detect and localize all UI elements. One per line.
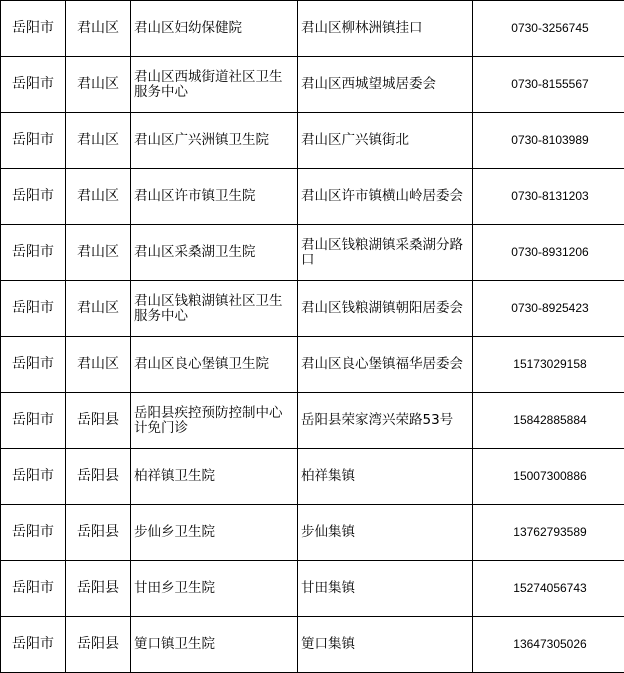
address-cell-text: 君山区良心堡镇福华居委会 (301, 357, 469, 372)
city-cell (1, 225, 66, 281)
phone-cell (473, 225, 624, 281)
clinic-name-cell-text: 筻口镇卫生院 (134, 637, 294, 652)
table-body (1, 1, 624, 673)
address-cell (298, 57, 473, 113)
clinic-name-cell (131, 505, 298, 561)
phone-cell-text: 13762793589 (476, 525, 624, 540)
city-cell-text: 岳阳市 (4, 133, 62, 148)
district-cell-text: 岳阳县 (69, 525, 127, 540)
clinic-name-cell-text: 甘田乡卫生院 (134, 581, 294, 596)
phone-cell-text: 15007300886 (476, 469, 624, 484)
clinic-name-cell-text: 岳阳县疾控预防控制中心计免门诊 (134, 406, 294, 436)
district-cell-text: 君山区 (69, 77, 127, 92)
phone-cell-text: 15842885884 (476, 413, 624, 428)
district-cell (66, 113, 131, 169)
address-cell-text: 君山区西城望城居委会 (301, 77, 469, 92)
phone-cell (473, 561, 624, 617)
district-cell (66, 449, 131, 505)
city-cell (1, 337, 66, 393)
clinic-name-cell (131, 113, 298, 169)
city-cell (1, 393, 66, 449)
phone-cell (473, 113, 624, 169)
address-cell (298, 281, 473, 337)
address-cell (298, 561, 473, 617)
clinic-name-cell-text: 君山区西城街道社区卫生服务中心 (134, 70, 294, 100)
city-cell-text: 岳阳市 (4, 525, 62, 540)
address-cell (298, 1, 473, 57)
phone-cell (473, 505, 624, 561)
clinic-name-cell (131, 1, 298, 57)
district-cell (66, 57, 131, 113)
city-cell-text: 岳阳市 (4, 469, 62, 484)
district-cell (66, 281, 131, 337)
address-cell-text: 步仙集镇 (301, 525, 469, 540)
address-cell-text: 君山区钱粮湖镇采桑湖分路口 (301, 238, 469, 268)
address-cell-text: 君山区钱粮湖镇朝阳居委会 (301, 301, 469, 316)
clinic-name-cell-text: 君山区采桑湖卫生院 (134, 245, 294, 260)
district-cell-text: 岳阳县 (69, 581, 127, 596)
clinic-name-cell-text: 君山区良心堡镇卫生院 (134, 357, 294, 372)
address-cell (298, 225, 473, 281)
clinic-name-cell (131, 617, 298, 673)
address-cell-text: 君山区广兴镇街北 (301, 133, 469, 148)
table-row (1, 505, 624, 561)
table-row (1, 449, 624, 505)
city-cell-text: 岳阳市 (4, 21, 62, 36)
clinic-name-cell (131, 561, 298, 617)
table-row (1, 57, 624, 113)
district-cell-text: 岳阳县 (69, 637, 127, 652)
city-cell-text: 岳阳市 (4, 357, 62, 372)
district-cell (66, 1, 131, 57)
clinic-name-cell (131, 449, 298, 505)
district-cell-text: 岳阳县 (69, 469, 127, 484)
phone-cell (473, 449, 624, 505)
district-cell (66, 169, 131, 225)
district-cell (66, 617, 131, 673)
phone-cell (473, 281, 624, 337)
table-row (1, 113, 624, 169)
clinic-name-cell-text: 君山区广兴洲镇卫生院 (134, 133, 294, 148)
district-cell-text: 君山区 (69, 189, 127, 204)
district-cell (66, 505, 131, 561)
city-cell (1, 281, 66, 337)
clinic-name-cell (131, 169, 298, 225)
address-cell-text: 筻口集镇 (301, 637, 469, 652)
table-row (1, 1, 624, 57)
phone-cell-text: 15274056743 (476, 581, 624, 596)
table-row (1, 337, 624, 393)
city-cell-text: 岳阳市 (4, 245, 62, 260)
clinic-name-cell (131, 57, 298, 113)
district-cell-text: 君山区 (69, 21, 127, 36)
table-row (1, 225, 624, 281)
address-cell (298, 169, 473, 225)
clinic-name-cell (131, 337, 298, 393)
city-cell (1, 561, 66, 617)
district-cell-text: 君山区 (69, 245, 127, 260)
city-cell-text: 岳阳市 (4, 77, 62, 92)
phone-cell (473, 57, 624, 113)
clinic-name-cell (131, 281, 298, 337)
city-cell (1, 1, 66, 57)
district-cell (66, 393, 131, 449)
city-cell (1, 57, 66, 113)
district-cell (66, 225, 131, 281)
phone-cell-text: 13647305026 (476, 637, 624, 652)
address-cell-text: 柏祥集镇 (301, 469, 469, 484)
city-cell-text: 岳阳市 (4, 189, 62, 204)
clinic-name-cell-text: 柏祥镇卫生院 (134, 469, 294, 484)
table-row (1, 561, 624, 617)
city-cell (1, 113, 66, 169)
clinic-name-cell-text: 君山区许市镇卫生院 (134, 189, 294, 204)
address-cell (298, 505, 473, 561)
city-cell-text: 岳阳市 (4, 301, 62, 316)
city-cell (1, 617, 66, 673)
table-row (1, 169, 624, 225)
address-cell-text: 甘田集镇 (301, 581, 469, 596)
phone-cell (473, 337, 624, 393)
phone-cell-text: 0730-8155567 (476, 77, 624, 92)
district-cell-text: 岳阳县 (69, 413, 127, 428)
table-row (1, 393, 624, 449)
address-cell-text: 君山区柳林洲镇挂口 (301, 21, 469, 36)
address-cell (298, 393, 473, 449)
phone-cell (473, 169, 624, 225)
phone-cell (473, 617, 624, 673)
clinic-name-cell (131, 225, 298, 281)
phone-cell-text: 0730-3256745 (476, 21, 624, 36)
clinic-name-cell-text: 君山区钱粮湖镇社区卫生服务中心 (134, 294, 294, 324)
clinic-name-cell (131, 393, 298, 449)
phone-cell-text: 0730-8131203 (476, 189, 624, 204)
clinic-name-cell-text: 君山区妇幼保健院 (134, 21, 294, 36)
district-cell-text: 君山区 (69, 301, 127, 316)
phone-cell (473, 1, 624, 57)
address-cell (298, 113, 473, 169)
city-cell (1, 449, 66, 505)
city-cell-text: 岳阳市 (4, 637, 62, 652)
city-cell (1, 505, 66, 561)
district-cell (66, 561, 131, 617)
table-row (1, 281, 624, 337)
address-cell (298, 449, 473, 505)
city-cell-text: 岳阳市 (4, 581, 62, 596)
address-cell (298, 617, 473, 673)
address-cell-text: 君山区许市镇横山岭居委会 (301, 189, 469, 204)
table-row (1, 617, 624, 673)
district-cell (66, 337, 131, 393)
address-cell-text: 岳阳县荣家湾兴荣路53号 (301, 413, 469, 428)
clinic-name-cell-text: 步仙乡卫生院 (134, 525, 294, 540)
phone-cell (473, 393, 624, 449)
city-cell-text: 岳阳市 (4, 413, 62, 428)
district-cell-text: 君山区 (69, 357, 127, 372)
city-cell (1, 169, 66, 225)
phone-cell-text: 15173029158 (476, 357, 624, 372)
address-cell (298, 337, 473, 393)
phone-cell-text: 0730-8931206 (476, 245, 624, 260)
district-cell-text: 君山区 (69, 133, 127, 148)
phone-cell-text: 0730-8103989 (476, 133, 624, 148)
phone-cell-text: 0730-8925423 (476, 301, 624, 316)
